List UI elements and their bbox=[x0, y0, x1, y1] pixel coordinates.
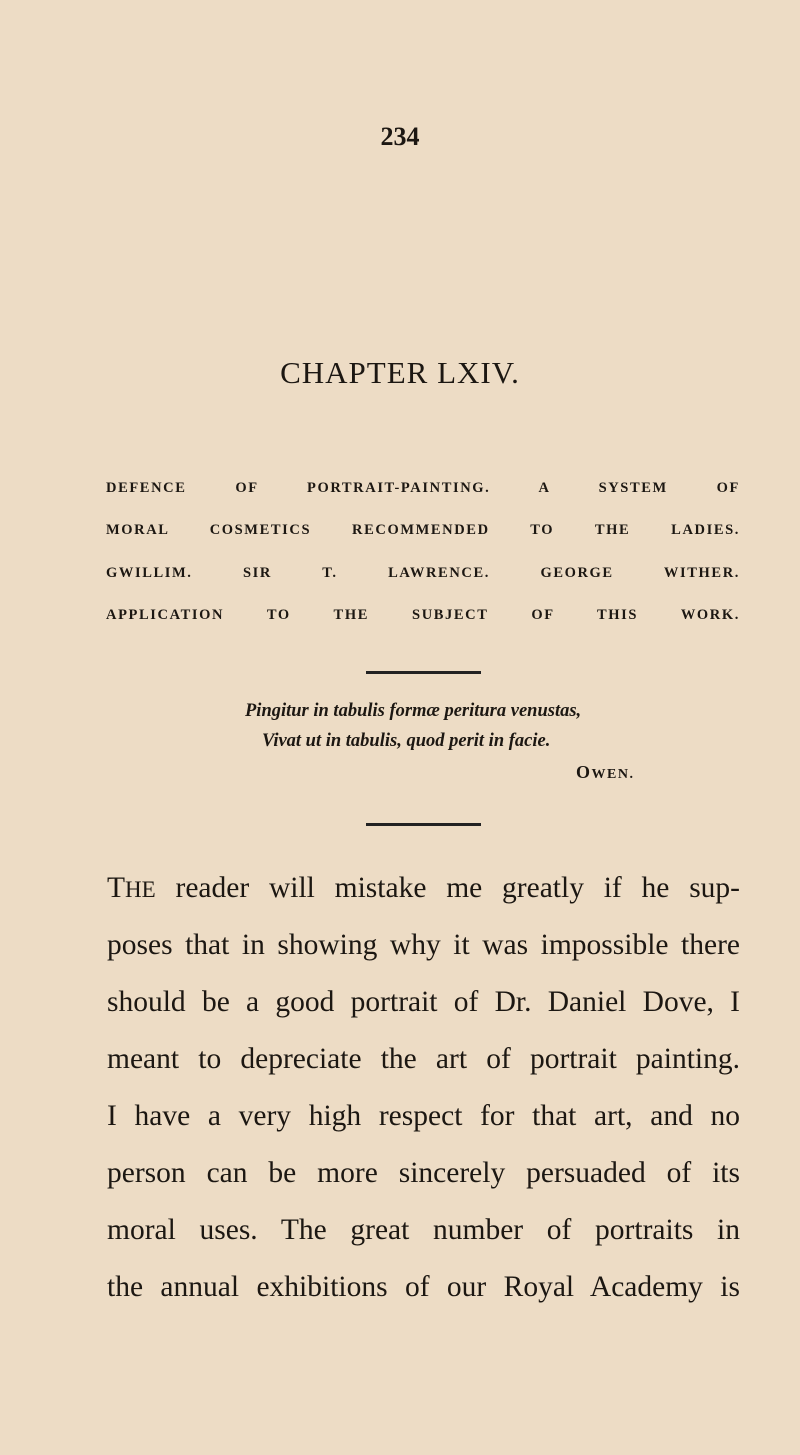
body-line: the annual exhibitions of our Royal Academy is bbox=[107, 1271, 740, 1303]
body-line: should be a good portrait of Dr. Daniel Dove, I bbox=[107, 986, 740, 1018]
first-line-rest: reader will mistake me greatly if he sup- bbox=[155, 872, 740, 904]
page-number: 234 bbox=[380, 122, 420, 151]
summary-line: GWILLIM. SIR T. LAWRENCE. GEORGE WITHER. bbox=[106, 565, 740, 581]
body-line: meant to depreciate the art of portrait painting. bbox=[107, 1043, 740, 1075]
author-initial: O bbox=[576, 762, 592, 782]
body-line: person can be more sincerely persuaded of its bbox=[107, 1157, 740, 1189]
body-line: poses that in showing why it was impossible there bbox=[107, 929, 740, 961]
body-line bbox=[107, 872, 740, 905]
summary-line: MORAL COSMETICS RECOMMENDED TO THE LADIES. bbox=[106, 522, 740, 538]
epigraph-author bbox=[576, 762, 634, 783]
epigraph-line: Pingitur in tabulis formæ peritura venustas, bbox=[245, 701, 582, 721]
summary-line: APPLICATION TO THE SUBJECT OF THIS WORK. bbox=[106, 607, 740, 623]
first-word-rest: HE bbox=[125, 877, 156, 902]
divider-rule bbox=[366, 823, 481, 826]
body-line: I have a very high respect for that art, and no bbox=[107, 1100, 740, 1132]
epigraph-line: Vivat ut in tabulis, quod perit in facie. bbox=[262, 731, 551, 751]
first-word-initial: T bbox=[107, 872, 126, 904]
chapter-title: CHAPTER LXIV. bbox=[280, 355, 520, 390]
body-line: moral uses. The great number of portraits in bbox=[107, 1214, 740, 1246]
author-rest: WEN. bbox=[591, 767, 635, 782]
divider-rule bbox=[366, 671, 481, 674]
summary-line: DEFENCE OF PORTRAIT-PAINTING. A SYSTEM OF bbox=[106, 480, 740, 496]
